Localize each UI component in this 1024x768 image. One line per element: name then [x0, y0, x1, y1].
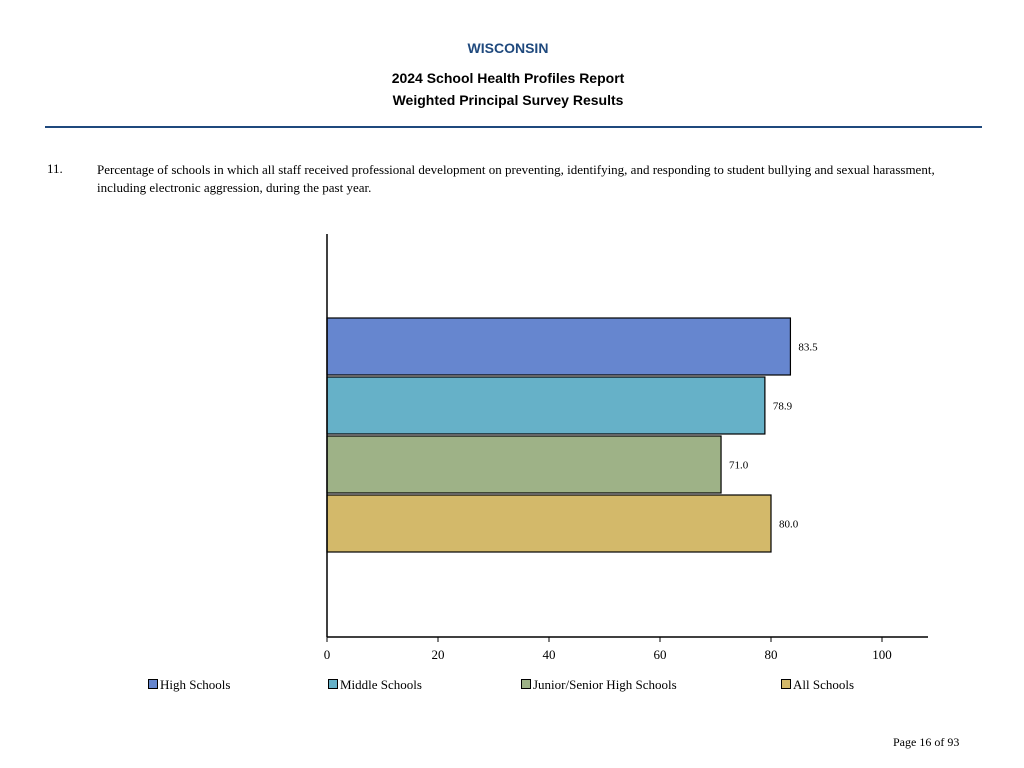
legend-label: High Schools [160, 677, 231, 692]
x-tick-label: 80 [764, 647, 778, 662]
report-title: 2024 School Health Profiles Report [391, 70, 625, 86]
x-tick-label: 60 [653, 647, 667, 662]
x-tick-label: 100 [872, 647, 892, 662]
bars-group [327, 318, 790, 552]
bar-junior-senior-high-schools [327, 436, 721, 493]
x-tick-label: 20 [431, 647, 445, 662]
value-label-middle-schools: 78.9 [772, 400, 793, 413]
legend-item-high-schools [148, 677, 230, 693]
value-label-high-schools: 83.5 [798, 341, 818, 354]
question-number: 11. [47, 161, 63, 176]
x-ticks-group [324, 637, 892, 662]
bar-all-schools [327, 495, 771, 552]
legend-swatch [328, 679, 338, 689]
legend-item-all-schools [781, 677, 854, 693]
legend-swatch [148, 679, 158, 689]
x-tick-label: 40 [542, 647, 556, 662]
x-tick-label: 0 [323, 647, 331, 662]
legend-swatch [521, 679, 531, 689]
state-title: WISCONSIN [467, 40, 549, 56]
report-subtitle: Weighted Principal Survey Results [392, 92, 624, 108]
legend-item-middle-schools [328, 677, 422, 693]
legend-item-junior-senior-high-schools [521, 677, 677, 693]
question-text: Percentage of schools in which all staff received professional development on preventing, identifying, and responding to student bullying and sexual harassment, including electronic aggression, during the past year. [97, 162, 935, 195]
value-label-junior-senior-high-schools: 71.0 [729, 459, 749, 472]
bar-high-schools [327, 318, 790, 375]
legend-label: Junior/Senior High Schools [533, 677, 677, 692]
legend-label: Middle Schools [340, 677, 422, 692]
page-number: Page 16 of 93 [893, 735, 960, 749]
bar-middle-schools [327, 377, 765, 434]
legend-swatch [781, 679, 791, 689]
legend-label: All Schools [793, 677, 855, 692]
value-label-all-schools: 80.0 [779, 518, 799, 531]
chart-legend [0, 677, 1024, 693]
